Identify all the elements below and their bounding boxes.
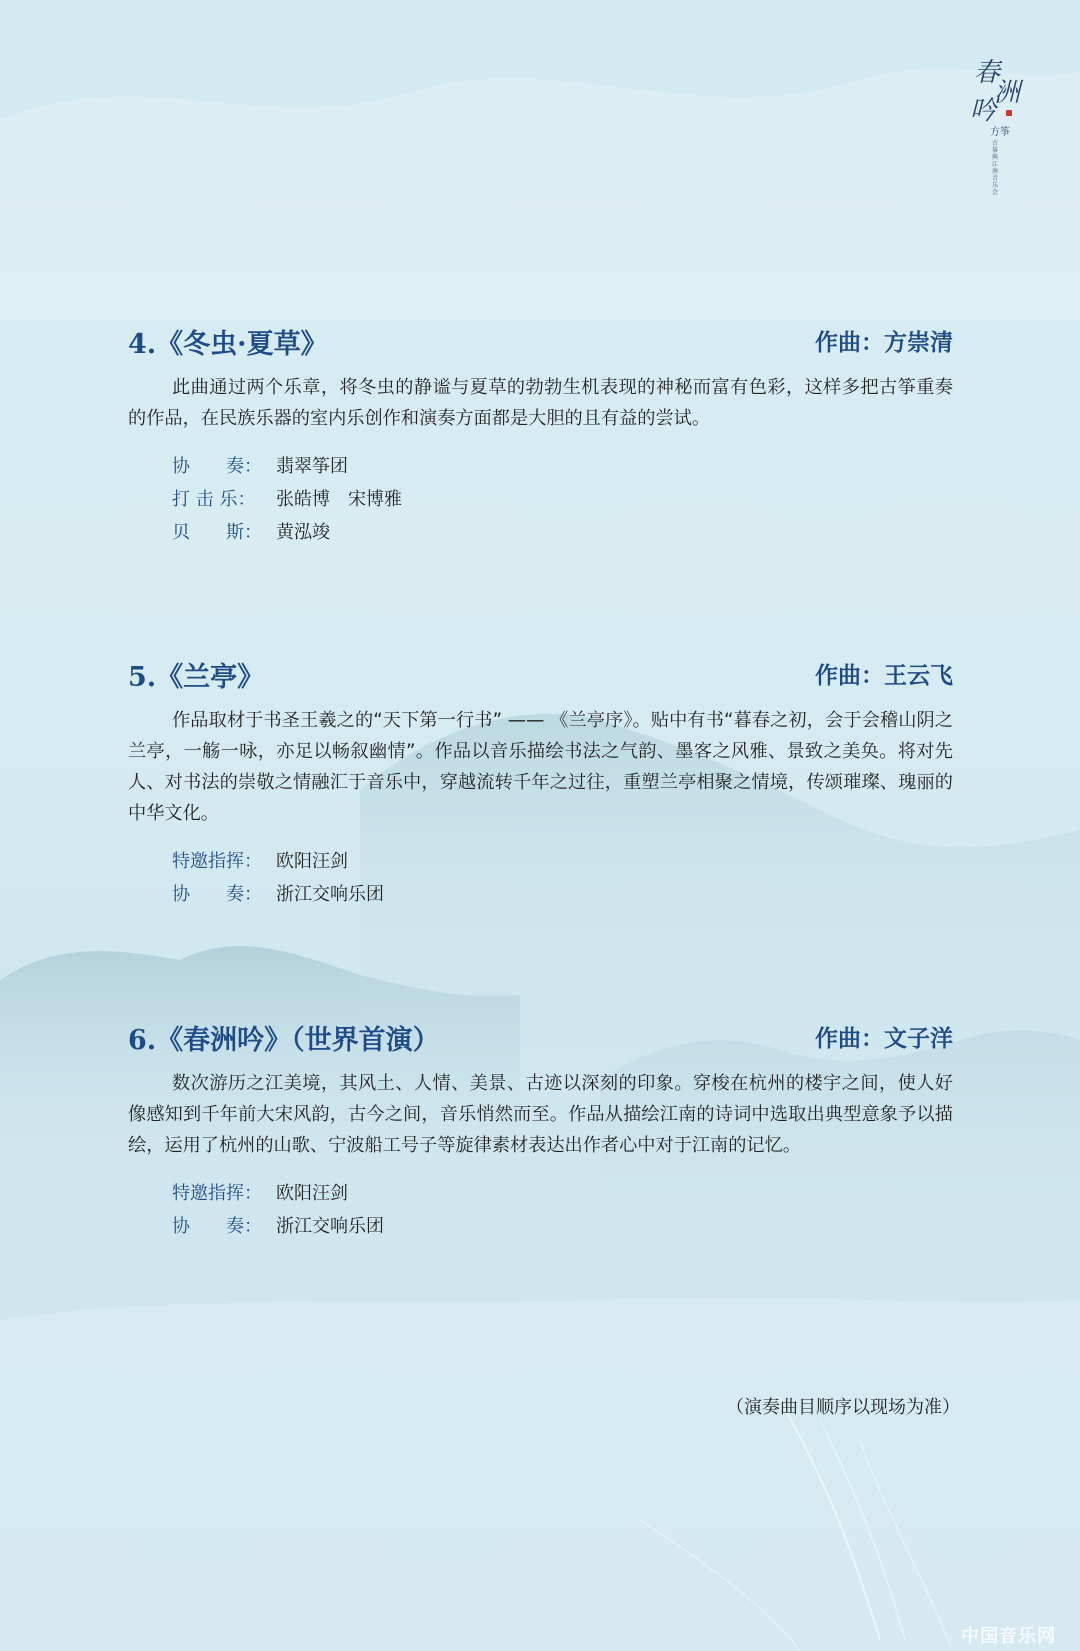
credit-role: 协 奏： [172,1215,262,1237]
logo-small-text: 古筝與江南音乐会 [992,140,999,196]
logo-sub: 方筝 [990,127,1010,138]
program-description: 此曲通过两个乐章，将冬虫的静谧与夏草的勃勃生机表现的神秘而富有色彩，这样多把古筝重奏的作品，在民族乐器的室内乐创作和演奏方面都是大胆的且有益的尝试。 [128,377,953,429]
credit-row [172,481,953,514]
performer-credits [128,448,953,547]
performer-credits [128,1175,953,1241]
program-title: 4.《冬虫·夏草》 [128,329,328,360]
program-header [128,655,953,699]
composer-credit: 作曲：方崇清 [815,329,953,356]
program-description: 数次游历之江美境，其风土、人情、美景、古迹以深刻的印象。穿梭在杭州的楼宇之间，使人好像感知到千年前大宋风韵，古今之间，音乐悄然而至。作品从描绘江南的诗词中选取出典型意象予以描绘，运用了杭州的山歌、宁波船工号子等旋律素材表达出作者心中对于江南的记忆。 [128,1073,953,1156]
credit-value: 欧阳汪剑 [276,1182,348,1204]
credit-row [172,514,953,547]
program-header [128,1018,953,1062]
logo-seal [1006,110,1012,116]
credit-value: 浙江交响乐团 [276,883,384,905]
program-order-note: （演奏曲目顺序以现场为准） [726,1397,960,1418]
credit-role: 打 击 乐： [172,488,256,510]
credit-value: 翡翠筝团 [276,455,348,477]
composer-credit: 作曲：文子洋 [815,1025,953,1052]
program-item-6 [128,1018,953,1241]
credit-value: 浙江交响乐团 [276,1215,384,1237]
logo-char-2: 洲 [994,78,1021,108]
program-item-4 [128,322,953,547]
credit-role: 协 奏： [172,883,262,905]
credit-role: 贝 斯： [172,521,262,543]
logo-char-1: 春 [974,58,1001,88]
credit-value: 欧阳汪剑 [276,850,348,872]
program-title: 5.《兰亭》 [128,662,265,693]
credit-role: 特邀指挥： [172,1182,262,1204]
composer-credit: 作曲：王云飞 [815,662,953,689]
program-header [128,322,953,366]
event-logo [960,50,1040,196]
credit-role: 协 奏： [172,455,262,477]
performer-credits [128,843,953,909]
program-description: 作品取材于书圣王羲之的“天下第一行书” —— 《兰亭序》。贴中有书“暮春之初，会于会稽山阴之兰亭，一觞一咏，亦足以畅叙幽情”。作品以音乐描绘书法之气韵、墨客之风雅、景致之美奂。将对先人、对书法的崇敬之情融汇于音乐中，穿越流转千年之过往，重塑兰亭相聚之情境，传颂璀璨、瑰丽的中华文化。 [128,710,953,824]
site-watermark: 中国音乐网 [961,1626,1056,1647]
credit-role: 特邀指挥： [172,850,262,872]
credit-row [172,876,953,909]
credit-row [172,448,953,481]
credit-row [172,843,953,876]
credit-row [172,1208,953,1241]
credit-row [172,1175,953,1208]
credit-value: 张皓博 宋博雅 [276,488,402,510]
logo-char-3: 吟 [970,96,997,126]
credit-value: 黄泓竣 [276,521,330,543]
program-title: 6.《春洲吟》（世界首演） [128,1025,440,1056]
program-item-5 [128,655,953,909]
